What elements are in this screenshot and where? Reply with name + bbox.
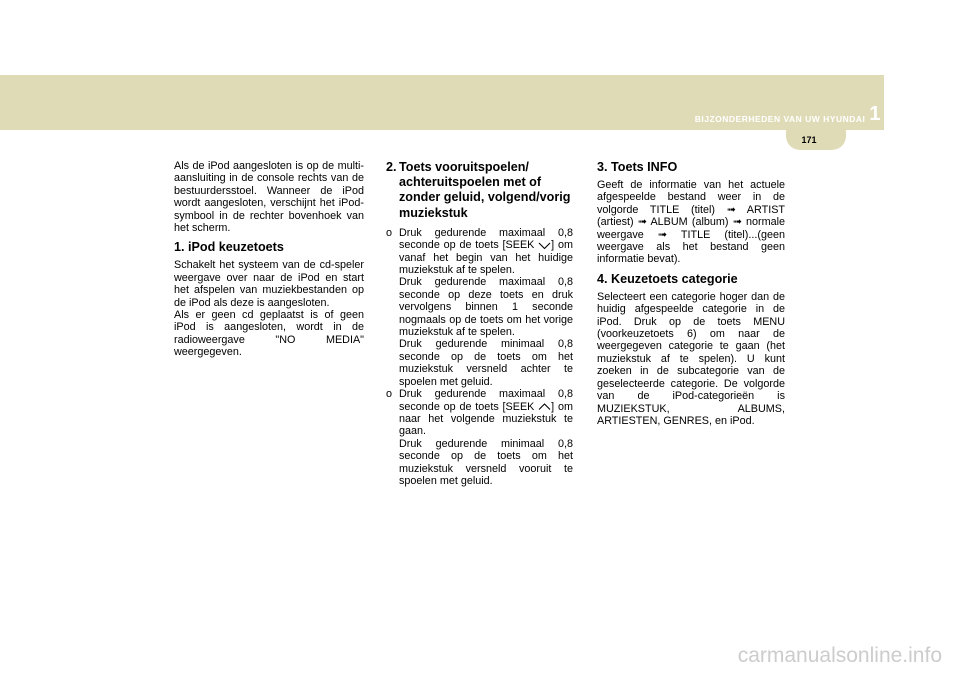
item2-text-b: ] om naar het volgende muziekstuk te gaan. (399, 400, 573, 438)
item1-text-d: Druk gedurende minimaal 0,8 seconde op de toets om het muziekstuk versneld achter te spoelen met geluid. (399, 338, 573, 388)
list-item (386, 227, 573, 388)
list-item (386, 388, 573, 487)
item1-text-c: Druk gedurende maximaal 0,8 seconde op deze toets en druk vervolgens binnen 1 seconde nogmaals op de toets om het vorige muziekstuk af te spelen. (399, 276, 573, 339)
watermark: carmanualsonline.info (737, 644, 942, 667)
heading-category-button: 4. Keuzetoets categorie (597, 271, 738, 286)
item2-text-a: Druk gedurende maximaal 0,8 seconde op de toets [SEEK (399, 388, 573, 413)
heading-ipod-button: 1. iPod keuzetoets (174, 240, 284, 255)
column-3 (597, 160, 785, 427)
item1-text-a: Druk gedurende maximaal 0,8 seconde op de toets [SEEK (399, 226, 573, 252)
item2-text-c: Druk gedurende minimaal 0,8 seconde op de toets om het muziekstuk versneld vooruit te spoelen met geluid. (399, 437, 573, 487)
ipod-button-paragraph: Schakelt het systeem van de cd-speler weergave over naar de iPod en start het afspelen van muziekbestanden op de iPod als deze is aangesloten. (174, 259, 364, 309)
heading-text: Toets vooruitspoelen/ achteruitspoelen met of zonder geluid, volgend/vorig muziekstuk (399, 160, 571, 220)
item1-text-b: ] om vanaf het begin van het huidige muziekstuk af te spelen. (399, 239, 573, 277)
chevron-down-icon (538, 241, 551, 250)
page-number: 171 (801, 135, 817, 145)
chapter-number: 1 (869, 103, 881, 125)
column-2 (386, 160, 573, 487)
heading-info-button: 3. Toets INFO (597, 160, 678, 174)
no-media-paragraph: Als er geen cd geplaatst is of geen iPod is aangesloten, wordt in de radioweergave "NO MEDIA" weergegeven. (174, 309, 364, 359)
bullet: o (386, 388, 393, 401)
section-title: BIJZONDERHEDEN VAN UW HYUNDAI (694, 114, 866, 124)
chevron-up-icon (538, 402, 551, 411)
heading-number: 2. (386, 160, 397, 174)
bullet: o (386, 226, 393, 239)
column-1 (174, 160, 364, 359)
heading-seek-button (386, 160, 573, 221)
intro-paragraph: Als de iPod aangesloten is op de multi-aansluiting in de console rechts van de bestuurdersstoel. Wanneer de iPod wordt aangesloten, verschijnt het iPod-symbool in de rechter bovenhoek van het scherm. (174, 160, 364, 235)
category-paragraph: Selecteert een categorie hoger dan de huidig afgespeelde categorie in de iPod. Druk op de toets MENU (voorkeuzetoets 6) om naar de weergegeven categorie te gaan (het muziekstuk af te spelen). U kunt zoeken in de subcategorie van de geselecteerde categorie. De volgorde van de iPod-categorieën is MUZIEKSTUK, ALBUMS, ARTIESTEN, GENRES, en iPod. (597, 290, 785, 427)
info-paragraph: Geeft de informatie van het actuele afgespeelde bestand weer in de volgorde TITLE (titel) ➟ ARTIST (artiest) ➟ ALBUM (album) ➟ normale weergave ➟ TITLE (titel)...(geen weergave als het bestand geen informatie bevat). (597, 179, 785, 266)
section-header (695, 104, 881, 124)
